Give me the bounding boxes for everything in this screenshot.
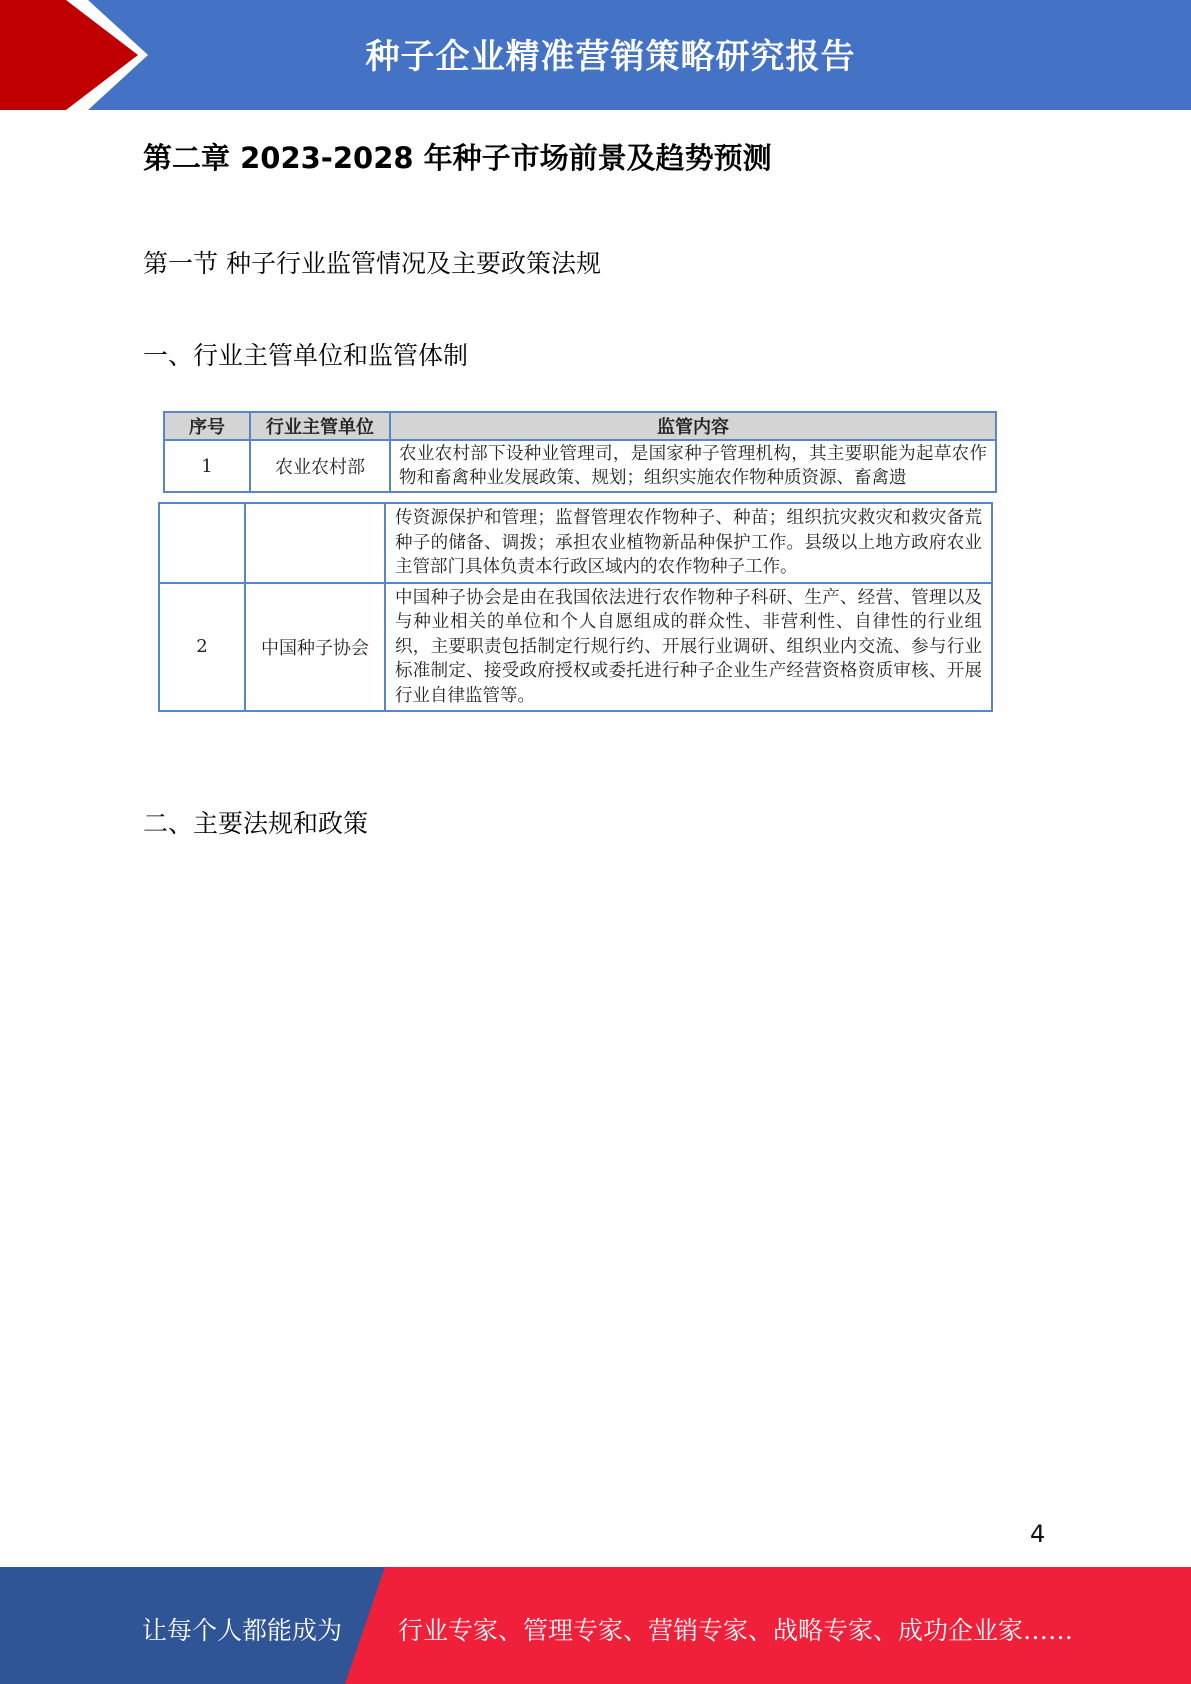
row-content: 传资源保护和管理；监督管理农作物种子、种苗；组织抗灾救灾和救灾备荒种子的储备、调拨；承担农业植物新品种保护工作。县级以上地方政府农业主管部门具体负责本行政区域内的农作物种子工作。: [385, 503, 992, 583]
row-unit: 中国种子协会: [245, 583, 385, 712]
subsection-title-2: 二、主要法规和政策: [143, 809, 369, 838]
footer-banner: [0, 1567, 1191, 1684]
table-row: [159, 503, 992, 583]
row-unit: 农业农村部: [250, 440, 390, 492]
footer-slogan-right: 行业专家、管理专家、营销专家、战略专家、成功企业家……: [398, 1616, 1074, 1645]
row-content: 中国种子协会是由在我国依法进行农作物种子科研、生产、经营、管理以及与种业相关的单位和个人自愿组成的群众性、非营利性、自律性的行业组织，主要职责包括制定行规行约、开展行业调研、组织业内交流、参与行业标准制定、接受政府授权或委托进行种子企业生产经营资格资质审核、开展行业自律监管等。: [385, 583, 992, 712]
row-content: 农业农村部下设种业管理司，是国家种子管理机构，其主要职能为起草农作物和畜禽种业发展政策、规划；组织实施农作物种质资源、畜禽遗: [390, 440, 996, 492]
header-title: 种子企业精准营销策略研究报告: [365, 36, 856, 77]
table-header-cell: 序号: [164, 412, 250, 440]
section-title: 第一节 种子行业监管情况及主要政策法规: [143, 249, 601, 278]
regulator-table-part-1: [163, 411, 997, 493]
table-row: [159, 583, 992, 712]
page-number: 4: [1030, 1520, 1046, 1548]
table-header-row: [164, 412, 996, 440]
regulator-table-part-2: [158, 502, 993, 712]
footer-slogan-left: 让每个人都能成为: [142, 1616, 343, 1645]
table-header-cell: 行业主管单位: [250, 412, 390, 440]
row-unit-empty: [245, 503, 385, 583]
table-header-cell: 监管内容: [390, 412, 996, 440]
chapter-title: 第二章 2023-2028 年种子市场前景及趋势预测: [143, 141, 772, 175]
table-row: [164, 440, 996, 492]
subsection-title-1: 一、行业主管单位和监管体制: [143, 341, 469, 370]
row-number: 1: [164, 440, 250, 492]
header-banner: [0, 0, 1191, 110]
row-number: 2: [159, 583, 245, 712]
row-number-empty: [159, 503, 245, 583]
